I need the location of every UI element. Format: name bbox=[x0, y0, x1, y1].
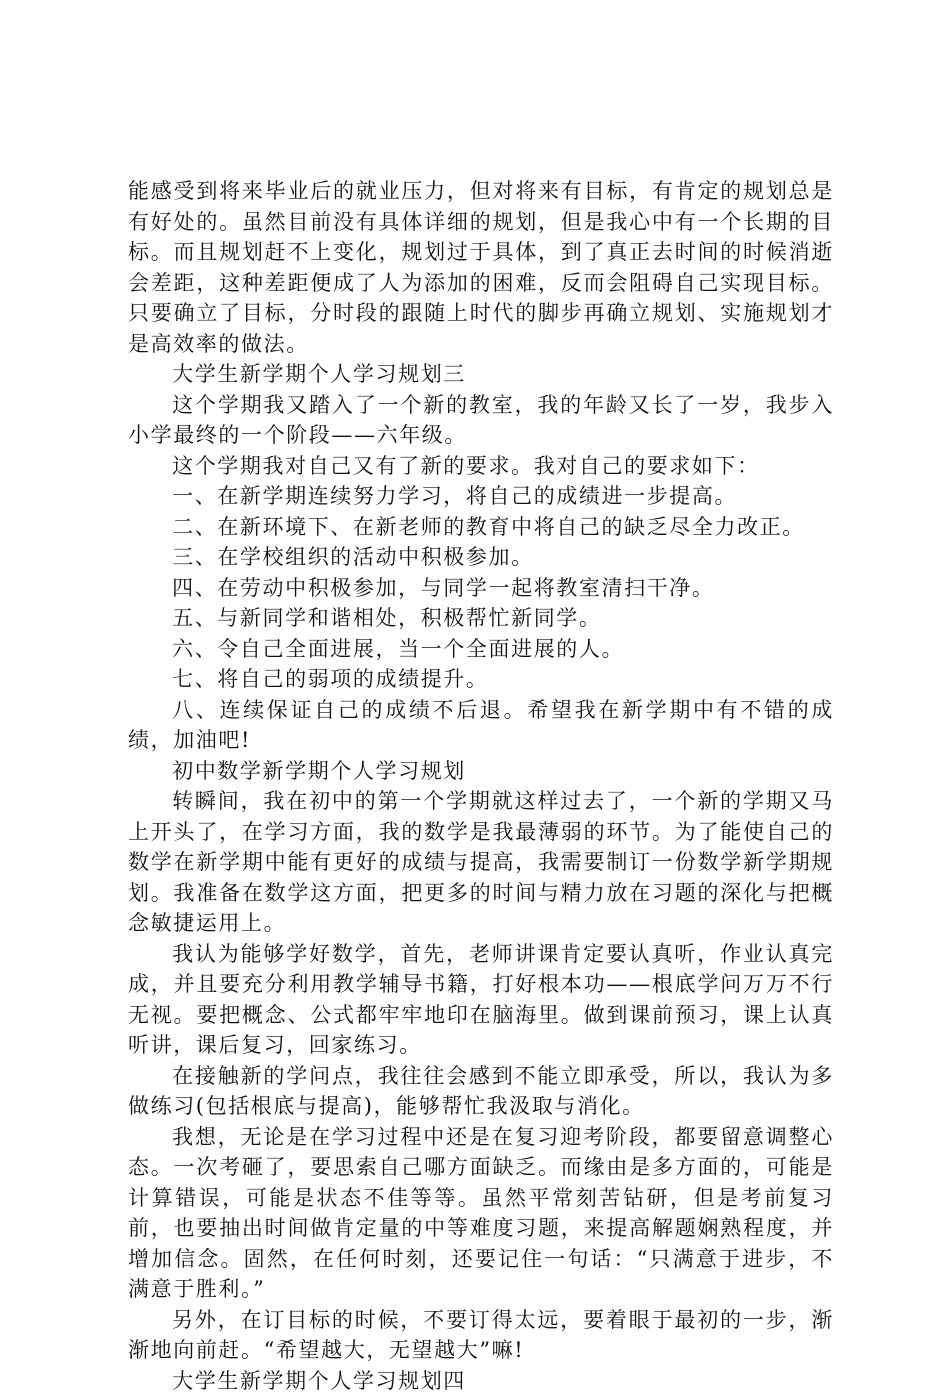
paragraph: 我认为能够学好数学，首先，老师讲课肯定要认真听，作业认真完成，并且要充分利用教学辅导书籍，打好根本功——根底学问万万不行无视。要把概念、公式都牢牢地印在脑海里。做到课前预习，课上认真听讲，课后复习，回家练习。 bbox=[128, 939, 834, 1061]
list-item: 八、连续保证自己的成绩不后退。希望我在新学期中有不错的成绩，加油吧! bbox=[128, 695, 834, 756]
paragraph: 我想，无论是在学习过程中还是在复习迎考阶段，都要留意调整心态。一次考砸了，要思索自己哪方面缺乏。而缘由是多方面的，可能是计算错误，可能是状态不佳等等。虽然平常刻苦钻研，但是考前复习前，也要抽出时间做肯定量的中等难度习题，来提高解题娴熟程度，并增加信念。固然，在任何时刻，还要记住一句话：“只满意于进步，不满意于胜利。” bbox=[128, 1122, 834, 1305]
list-item: 六、令自己全面进展，当一个全面进展的人。 bbox=[128, 634, 834, 665]
list-item: 四、在劳动中积极参加，与同学一起将教室清扫干净。 bbox=[128, 573, 834, 604]
paragraph: 在接触新的学问点，我往往会感到不能立即承受，所以，我认为多做练习(包括根底与提高)，能够帮忙我汲取与消化。 bbox=[128, 1061, 834, 1122]
list-item: 三、在学校组织的活动中积极参加。 bbox=[128, 542, 834, 573]
section-heading-plan-three: 大学生新学期个人学习规划三 bbox=[128, 359, 834, 390]
paragraph: 这个学期我又踏入了一个新的教室，我的年龄又长了一岁，我步入小学最终的一个阶段——六年级。 bbox=[128, 390, 834, 451]
list-item: 二、在新环境下、在新老师的教育中将自己的缺乏尽全力改正。 bbox=[128, 512, 834, 543]
paragraph: 这个学期我对自己又有了新的要求。我对自己的要求如下： bbox=[128, 451, 834, 482]
paragraph: 另外，在订目标的时候，不要订得太远，要着眼于最初的一步，渐渐地向前赶。“希望越大，无望越大”嘛! bbox=[128, 1305, 834, 1366]
section-heading-math-plan: 初中数学新学期个人学习规划 bbox=[128, 756, 834, 787]
section-heading-plan-four: 大学生新学期个人学习规划四 bbox=[128, 1366, 834, 1396]
list-item: 七、将自己的弱项的成绩提升。 bbox=[128, 664, 834, 695]
list-item: 一、在新学期连续努力学习，将自己的成绩进一步提高。 bbox=[128, 481, 834, 512]
paragraph: 转瞬间，我在初中的第一个学期就这样过去了，一个新的学期又马上开头了，在学习方面，我的数学是我最薄弱的环节。为了能使自己的数学在新学期中能有更好的成绩与提高，我需要制订一份数学新学期规划。我准备在数学这方面，把更多的时间与精力放在习题的深化与把概念敏捷运用上。 bbox=[128, 786, 834, 939]
list-item: 五、与新同学和谐相处，积极帮忙新同学。 bbox=[128, 603, 834, 634]
paragraph-continuation: 能感受到将来毕业后的就业压力，但对将来有目标，有肯定的规划总是有好处的。虽然目前没有具体详细的规划，但是我心中有一个长期的目标。而且规划赶不上变化，规划过于具体，到了真正去时间的时候消逝会差距，这种差距便成了人为添加的困难，反而会阻碍自己实现目标。只要确立了目标，分时段的跟随上时代的脚步再确立规划、实施规划才是高效率的做法。 bbox=[128, 176, 834, 359]
document-body bbox=[128, 176, 834, 1396]
